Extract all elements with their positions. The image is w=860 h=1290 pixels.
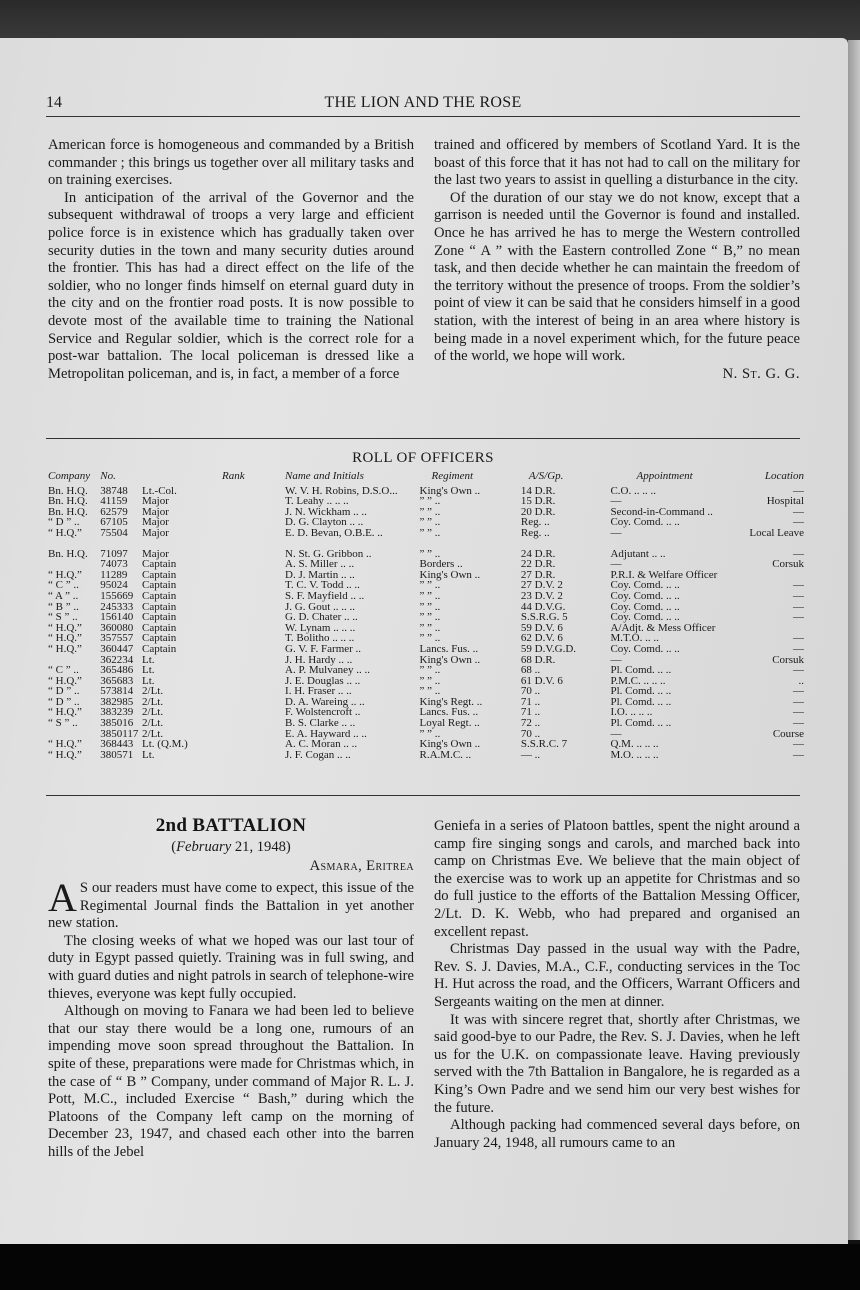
paragraph: Although on moving to Fanara we had been led to believe that our stay there would be a long one, rumours of an impending move soon spread throughout the Battalion. In spite of these, preparations were made for Christmas which, in the case of “ B ” Company, under command of Major R. L. J. Pott, M.C., included Exercise “ Bash,” during which the Platoons of the Company left camp on the morning of December 23, 1947, and chased each other into the barren hills of the Jebel bbox=[48, 1003, 414, 1160]
cell-location: — bbox=[793, 738, 804, 751]
cell-number: 357557 bbox=[100, 632, 134, 645]
cell-company: “ H.Q.” bbox=[48, 738, 82, 751]
cell-location: Corsuk bbox=[772, 558, 804, 571]
cell-asgp: 70 .. bbox=[520, 727, 541, 740]
cell-name: G. D. Chater .. .. bbox=[285, 611, 358, 624]
cell-appointment: M.O. .. .. .. bbox=[610, 748, 659, 761]
cell-regiment: King's Regt. .. bbox=[419, 695, 483, 708]
cell-asgp: 59 D.V. 6 bbox=[520, 621, 563, 634]
cell-company: Bn. H.Q. bbox=[48, 505, 88, 518]
cell-location: .. bbox=[798, 674, 804, 687]
cell-number: 41159 bbox=[100, 495, 128, 508]
cell-company: “ H.Q.” bbox=[48, 642, 82, 655]
cell-rank: 2/Lt. bbox=[142, 685, 164, 698]
cell-name: T. C. V. Todd .. .. bbox=[285, 579, 360, 592]
section-date bbox=[46, 839, 416, 856]
cell-number: 380571 bbox=[100, 748, 134, 761]
cell-appointment: — bbox=[610, 558, 622, 571]
cell-regiment: ” ” .. bbox=[419, 621, 441, 634]
cell-name: F. Wolstencroft .. bbox=[285, 706, 361, 719]
section-divider bbox=[46, 438, 800, 439]
cell-location: — bbox=[793, 505, 804, 518]
col-header-company: Company bbox=[48, 470, 91, 482]
cell-rank: 2/Lt. bbox=[142, 717, 164, 730]
drop-cap: A bbox=[48, 875, 77, 920]
cell-name: T. Leahy .. .. .. bbox=[285, 495, 349, 508]
col-header-asgp: A/S/Gp. bbox=[528, 470, 564, 482]
cell-company: Bn. H.Q. bbox=[48, 484, 88, 497]
cell-location: — bbox=[793, 611, 804, 624]
paragraph: American force is homogeneous and commanded by a British commander ; this brings us together over all military tasks and on training exercises. bbox=[48, 137, 414, 189]
col-header-rank: Rank bbox=[222, 470, 245, 482]
cell-company: “ H.Q.” bbox=[48, 748, 82, 761]
journal-title: THE LION AND THE ROSE bbox=[324, 94, 522, 111]
cell-regiment: ” ” .. bbox=[419, 589, 441, 602]
cell-appointment: Coy. Comd. .. .. bbox=[610, 516, 680, 529]
cell-name: E. A. Hayward .. .. bbox=[285, 727, 367, 740]
table-row bbox=[48, 591, 804, 602]
cell-regiment: ” ” .. bbox=[419, 547, 441, 560]
date-month: February bbox=[176, 839, 232, 855]
cell-rank: Lt. bbox=[142, 653, 155, 666]
cell-company: “ D ” .. bbox=[48, 685, 80, 698]
cell-company: “ D ” .. bbox=[48, 516, 80, 529]
table-row bbox=[48, 644, 804, 655]
cell-appointment: Coy. Comd. .. .. bbox=[610, 589, 680, 602]
cell-regiment: King's Own .. bbox=[419, 568, 481, 581]
cell-rank: Captain bbox=[142, 632, 177, 645]
cell-location: Course bbox=[772, 727, 804, 740]
cell-number: 360447 bbox=[100, 642, 134, 655]
paragraph: Although packing had commenced several days before, on January 24, 1948, all rumours came to an bbox=[434, 1117, 800, 1151]
col-header-location: Location bbox=[764, 470, 804, 482]
cell-asgp: 59 D.V.G.D. bbox=[520, 642, 577, 655]
section-title: 2nd BATTALION bbox=[155, 815, 307, 836]
col-header-regiment: Regiment bbox=[431, 470, 474, 482]
cell-name: G. V. F. Farmer .. bbox=[285, 642, 362, 655]
cell-regiment: Borders .. bbox=[419, 558, 463, 571]
cell-rank: Captain bbox=[142, 621, 177, 634]
cell-location: — bbox=[793, 706, 804, 719]
cell-location: Corsuk bbox=[772, 653, 804, 666]
cell-number: 67105 bbox=[100, 516, 128, 529]
dateline-place: Asmara, Eritrea bbox=[309, 858, 414, 874]
cell-appointment: — bbox=[610, 727, 622, 740]
cell-regiment: ” ” .. bbox=[419, 664, 441, 677]
cell-location: — bbox=[793, 748, 804, 761]
cell-company: “ S ” .. bbox=[48, 717, 78, 730]
article1-left-column bbox=[48, 137, 414, 383]
roll-of-officers-table bbox=[48, 471, 804, 760]
cell-asgp: Reg. .. bbox=[520, 526, 550, 539]
cell-asgp: 72 .. bbox=[520, 717, 541, 730]
cell-number: 365486 bbox=[100, 664, 134, 677]
cell-regiment: ” ” .. bbox=[419, 685, 441, 698]
cell-number: 245333 bbox=[100, 600, 134, 613]
cell-location: — bbox=[793, 579, 804, 592]
cell-regiment: ” ” .. bbox=[419, 495, 441, 508]
cell-regiment: ” ” .. bbox=[419, 611, 441, 624]
cell-rank: Captain bbox=[142, 579, 177, 592]
cell-name: N. St. G. Gribbon .. bbox=[285, 547, 372, 560]
cell-asgp: 70 .. bbox=[520, 685, 541, 698]
cell-number: 38748 bbox=[100, 484, 128, 497]
cell-number: 155669 bbox=[100, 589, 134, 602]
cell-location: Local Leave bbox=[749, 526, 804, 539]
col-header-number: No. bbox=[100, 470, 116, 482]
cell-rank: Captain bbox=[142, 568, 177, 581]
cell-asgp: 71 .. bbox=[520, 695, 541, 708]
cell-asgp: 14 D.R. bbox=[520, 484, 556, 497]
cell-appointment: P.M.C. .. .. .. bbox=[610, 674, 666, 687]
cell-company: “ B ” .. bbox=[48, 600, 79, 613]
cell-name: I. H. Fraser .. .. bbox=[285, 685, 352, 698]
cell-rank: 2/Lt. bbox=[142, 727, 164, 740]
cell-appointment: Pl. Comd. .. .. bbox=[610, 664, 672, 677]
cell-asgp: 61 D.V. 6 bbox=[520, 674, 563, 687]
cell-asgp: S.S.R.C. 7 bbox=[520, 738, 568, 751]
cell-name: D. G. Clayton .. .. bbox=[285, 516, 364, 529]
table-header-row bbox=[48, 471, 804, 486]
cell-company: “ C ” .. bbox=[48, 664, 79, 677]
table-row bbox=[48, 750, 804, 761]
cell-number: 365683 bbox=[100, 674, 134, 687]
cell-appointment: Pl. Comd. .. .. bbox=[610, 717, 672, 730]
cell-name: E. D. Bevan, O.B.E. .. bbox=[285, 526, 383, 539]
opening-text: S our readers must have come to expect, this issue of the Regimental Journal finds the Battalion in yet another new station. bbox=[48, 880, 414, 932]
cell-regiment: King's Own .. bbox=[419, 484, 481, 497]
cell-location: — bbox=[793, 717, 804, 730]
cell-number: 573814 bbox=[100, 685, 134, 698]
scan-background-bottom bbox=[0, 1244, 860, 1290]
cell-name: J. E. Douglas .. .. bbox=[285, 674, 361, 687]
cell-location: — bbox=[793, 516, 804, 529]
cell-number: 383239 bbox=[100, 706, 134, 719]
cell-regiment: Lancs. Fus. .. bbox=[419, 642, 479, 655]
cell-appointment: P.R.I. & Welfare Officer bbox=[610, 568, 718, 581]
paragraph: Christmas Day passed in the usual way with the Padre, Rev. S. J. Davies, M.A., C.F., conducting services in the Toc H. Hut across the road, and the Officers, Warrant Officers and Sergeants waiting on the men at dinner. bbox=[434, 941, 800, 1010]
cell-rank: Captain bbox=[142, 589, 177, 602]
cell-location: — bbox=[793, 695, 804, 708]
cell-asgp: 27 D.R. bbox=[520, 568, 556, 581]
paragraph: The closing weeks of what we hoped was our last tour of duty in Egypt passed quietly. Training was in full swing, and with guard duties and night patrols in search of telephone-wire thieves, everyone was kept fully occupied. bbox=[48, 932, 414, 1002]
cell-name: J. N. Wickham .. .. bbox=[285, 505, 367, 518]
article1-right-column bbox=[434, 137, 800, 383]
cell-regiment: ” ” .. bbox=[419, 632, 441, 645]
paragraph: Of the duration of our stay we do not know, except that a garrison is needed until the Governor is found and installed. Once he has arrived he has to merge the Western controlled Zone “ A ” with the Eastern controlled Zone “ B,” no mean task, and then decide whether he can maintain the freedom of the territory without the presence of troops. From the soldier’s point of view it can be said that he considers himself in a good station, with the interest of being in an area where history is being made in a novel experiment which, for the future peace of the world, we hope will work. bbox=[434, 189, 800, 365]
page-edge bbox=[848, 40, 860, 1240]
cell-asgp: 24 D.R. bbox=[520, 547, 556, 560]
cell-appointment: A/Adjt. & Mess Officer bbox=[610, 621, 716, 634]
cell-number: 385016 bbox=[100, 717, 134, 730]
cell-company: Bn. H.Q. bbox=[48, 547, 88, 560]
cell-company: “ A ” .. bbox=[48, 589, 79, 602]
battalion-left-column bbox=[48, 875, 414, 1162]
cell-number: 95024 bbox=[100, 579, 128, 592]
cell-number: 368443 bbox=[100, 738, 134, 751]
cell-name: A. C. Moran .. .. bbox=[285, 738, 358, 751]
cell-rank: Major bbox=[142, 495, 169, 508]
cell-rank: 2/Lt. bbox=[142, 706, 164, 719]
cell-company: “ H.Q.” bbox=[48, 706, 82, 719]
cell-rank: Major bbox=[142, 547, 169, 560]
cell-appointment: Coy. Comd. .. .. bbox=[610, 642, 680, 655]
cell-regiment: ” ” .. bbox=[419, 579, 441, 592]
cell-regiment: King's Own .. bbox=[419, 653, 481, 666]
col-header-name: Name and Initials bbox=[285, 470, 364, 482]
paragraph: It was with sincere regret that, shortly after Christmas, we said good-bye to our Padre, the Rev. S. J. Davies, when he left us for the U.K. on compassionate leave. Having previously served with the 7th Battalion in Bangalore, he is regarded as a King’s Own Padre and we send him our very best wishes for the future. bbox=[434, 1011, 800, 1116]
cell-company: “ H.Q.” bbox=[48, 621, 82, 634]
cell-number: 362234 bbox=[100, 653, 134, 666]
roll-title: ROLL OF OFFICERS bbox=[352, 450, 494, 466]
scan-background-top bbox=[0, 0, 860, 42]
cell-rank: Lt.-Col. bbox=[142, 484, 177, 497]
cell-appointment: Coy. Comd. .. .. bbox=[610, 611, 680, 624]
cell-number: 382985 bbox=[100, 695, 134, 708]
paragraph: Geniefa in a series of Platoon battles, spent the night around a camp fire singing songs and carols, and marched back into camp on Christmas Eve. We believe that the main object of the exercise was to work up an appetite for Christmas and so do full justice to the efforts of the Battalion Messing Officer, 2/Lt. D. K. Webb, who had prepared and organised an excellent repast. bbox=[434, 818, 800, 940]
cell-name: J. G. Gout .. .. .. bbox=[285, 600, 356, 613]
author-signature: N. St. G. G. bbox=[722, 365, 800, 382]
cell-location: — bbox=[793, 685, 804, 698]
cell-company: “ H.Q.” bbox=[48, 632, 82, 645]
cell-location: Hospital bbox=[766, 495, 804, 508]
paragraph: trained and officered by members of Scotland Yard. It is the boast of this force that it has not had to call on the military for the last two years to assist in quelling a disturbance in the city. bbox=[434, 137, 800, 189]
cell-number: 11289 bbox=[100, 568, 128, 581]
cell-regiment: R.A.M.C. .. bbox=[419, 748, 472, 761]
cell-name: W. V. H. Robins, D.S.O... bbox=[285, 484, 398, 497]
cell-company: Bn. H.Q. bbox=[48, 495, 88, 508]
cell-location: — bbox=[793, 632, 804, 645]
cell-rank: Lt. (Q.M.) bbox=[142, 738, 188, 751]
cell-asgp: 68 .. bbox=[520, 664, 541, 677]
cell-asgp: 68 D.R. bbox=[520, 653, 556, 666]
cell-regiment: ” ” .. bbox=[419, 526, 441, 539]
cell-regiment: ” ” .. bbox=[419, 505, 441, 518]
cell-rank: Major bbox=[142, 505, 169, 518]
cell-location: — bbox=[793, 642, 804, 655]
date-paren: ( bbox=[171, 839, 177, 855]
cell-appointment: Coy. Comd. .. .. bbox=[610, 579, 680, 592]
cell-company: “ S ” .. bbox=[48, 611, 78, 624]
cell-asgp: S.S.R.G. 5 bbox=[520, 611, 568, 624]
cell-number: 360080 bbox=[100, 621, 134, 634]
cell-location: — bbox=[793, 547, 804, 560]
cell-rank: Captain bbox=[142, 611, 177, 624]
cell-appointment: Q.M. .. .. .. bbox=[610, 738, 659, 751]
cell-company: “ D ” .. bbox=[48, 695, 80, 708]
col-header-appointment: Appointment bbox=[636, 470, 693, 482]
cell-asgp: 23 D.V. 2 bbox=[520, 589, 563, 602]
running-head bbox=[46, 94, 800, 117]
cell-number: 74073 bbox=[100, 558, 128, 571]
cell-name: A. P. Mulvaney .. .. bbox=[285, 664, 370, 677]
cell-rank: Lt. bbox=[142, 748, 155, 761]
cell-name: A. S. Miller .. .. bbox=[285, 558, 355, 571]
cell-number: 75504 bbox=[100, 526, 128, 539]
cell-name: J. H. Hardy .. .. bbox=[285, 653, 353, 666]
cell-appointment: — bbox=[610, 526, 622, 539]
opening-paragraph bbox=[48, 875, 414, 933]
cell-number: 156140 bbox=[100, 611, 134, 624]
cell-asgp: Reg. .. bbox=[520, 516, 550, 529]
cell-appointment: M.T.O. .. .. bbox=[610, 632, 659, 645]
cell-rank: 2/Lt. bbox=[142, 695, 164, 708]
battalion-right-column bbox=[434, 818, 800, 1152]
cell-asgp: 62 D.V. 6 bbox=[520, 632, 563, 645]
cell-appointment: Second-in-Command .. bbox=[610, 505, 713, 518]
cell-asgp: 27 D.V. 2 bbox=[520, 579, 563, 592]
date-rest: 21, 1948) bbox=[231, 839, 291, 855]
cell-number: 71097 bbox=[100, 547, 128, 560]
cell-name: B. S. Clarke .. .. bbox=[285, 717, 356, 730]
cell-company: “ H.Q.” bbox=[48, 568, 82, 581]
cell-rank: Captain bbox=[142, 558, 177, 571]
cell-asgp: 15 D.R. bbox=[520, 495, 556, 508]
cell-name: D. J. Martin .. .. bbox=[285, 568, 355, 581]
cell-company: “ H.Q.” bbox=[48, 526, 82, 539]
cell-appointment: I.O. .. .. .. bbox=[610, 706, 653, 719]
cell-company: “ H.Q.” bbox=[48, 674, 82, 687]
cell-number: 3850117 bbox=[100, 727, 139, 740]
cell-asgp: — .. bbox=[520, 748, 541, 761]
cell-name: J. F. Cogan .. .. bbox=[285, 748, 351, 761]
cell-appointment: Pl. Comd. .. .. bbox=[610, 685, 672, 698]
cell-rank: Lt. bbox=[142, 664, 155, 677]
cell-appointment: — bbox=[610, 653, 622, 666]
cell-regiment: ” ” .. bbox=[419, 674, 441, 687]
cell-asgp: 44 D.V.G. bbox=[520, 600, 566, 613]
cell-company: “ C ” .. bbox=[48, 579, 79, 592]
cell-regiment: ” ” .. bbox=[419, 600, 441, 613]
cell-name: S. F. Mayfield .. .. bbox=[285, 589, 365, 602]
cell-asgp: 22 D.R. bbox=[520, 558, 556, 571]
cell-regiment: Lancs. Fus. .. bbox=[419, 706, 479, 719]
cell-location: — bbox=[793, 664, 804, 677]
table-row bbox=[48, 528, 804, 539]
cell-appointment: — bbox=[610, 495, 622, 508]
cell-name: W. Lynam .. .. .. bbox=[285, 621, 356, 634]
cell-asgp: 20 D.R. bbox=[520, 505, 556, 518]
cell-number: 62579 bbox=[100, 505, 128, 518]
cell-appointment: Pl. Comd. .. .. bbox=[610, 695, 672, 708]
roll-table-body bbox=[48, 486, 804, 761]
cell-appointment: Coy. Comd. .. .. bbox=[610, 600, 680, 613]
cell-location: — bbox=[793, 484, 804, 497]
section-divider bbox=[46, 795, 800, 796]
paragraph: In anticipation of the arrival of the Governor and the subsequent withdrawal of troops a very large and efficient police force is in existence which has gradually taken over security duties in the town and many security duties around the frontier. This has had a direct effect on the life of the soldier, who no longer finds himself on eternal guard duty in the city and on the frontier road posts. It is now possible to devote most of the available time to training the National Service and Regular soldier, which is the correct role for a post-war battalion. The local policeman is dressed like a Metropolitan policeman, and is, in fact, a member of a force bbox=[48, 189, 414, 382]
cell-regiment: ” ” .. bbox=[419, 516, 441, 529]
cell-name: T. Bolitho .. .. .. bbox=[285, 632, 355, 645]
cell-location: — bbox=[793, 600, 804, 613]
cell-appointment: Adjutant .. .. bbox=[610, 547, 666, 560]
cell-regiment: Loyal Regt. .. bbox=[419, 717, 480, 730]
cell-regiment: ” ” .. bbox=[419, 727, 441, 740]
cell-name: D. A. Wareing .. .. bbox=[285, 695, 365, 708]
cell-rank: Major bbox=[142, 516, 169, 529]
cell-asgp: 71 .. bbox=[520, 706, 541, 719]
cell-rank: Captain bbox=[142, 642, 177, 655]
cell-regiment: King's Own .. bbox=[419, 738, 481, 751]
cell-rank: Lt. bbox=[142, 674, 155, 687]
cell-appointment: C.O. .. .. .. bbox=[610, 484, 656, 497]
cell-location: — bbox=[793, 589, 804, 602]
cell-rank: Captain bbox=[142, 600, 177, 613]
page-number: 14 bbox=[46, 94, 62, 111]
cell-rank: Major bbox=[142, 526, 169, 539]
